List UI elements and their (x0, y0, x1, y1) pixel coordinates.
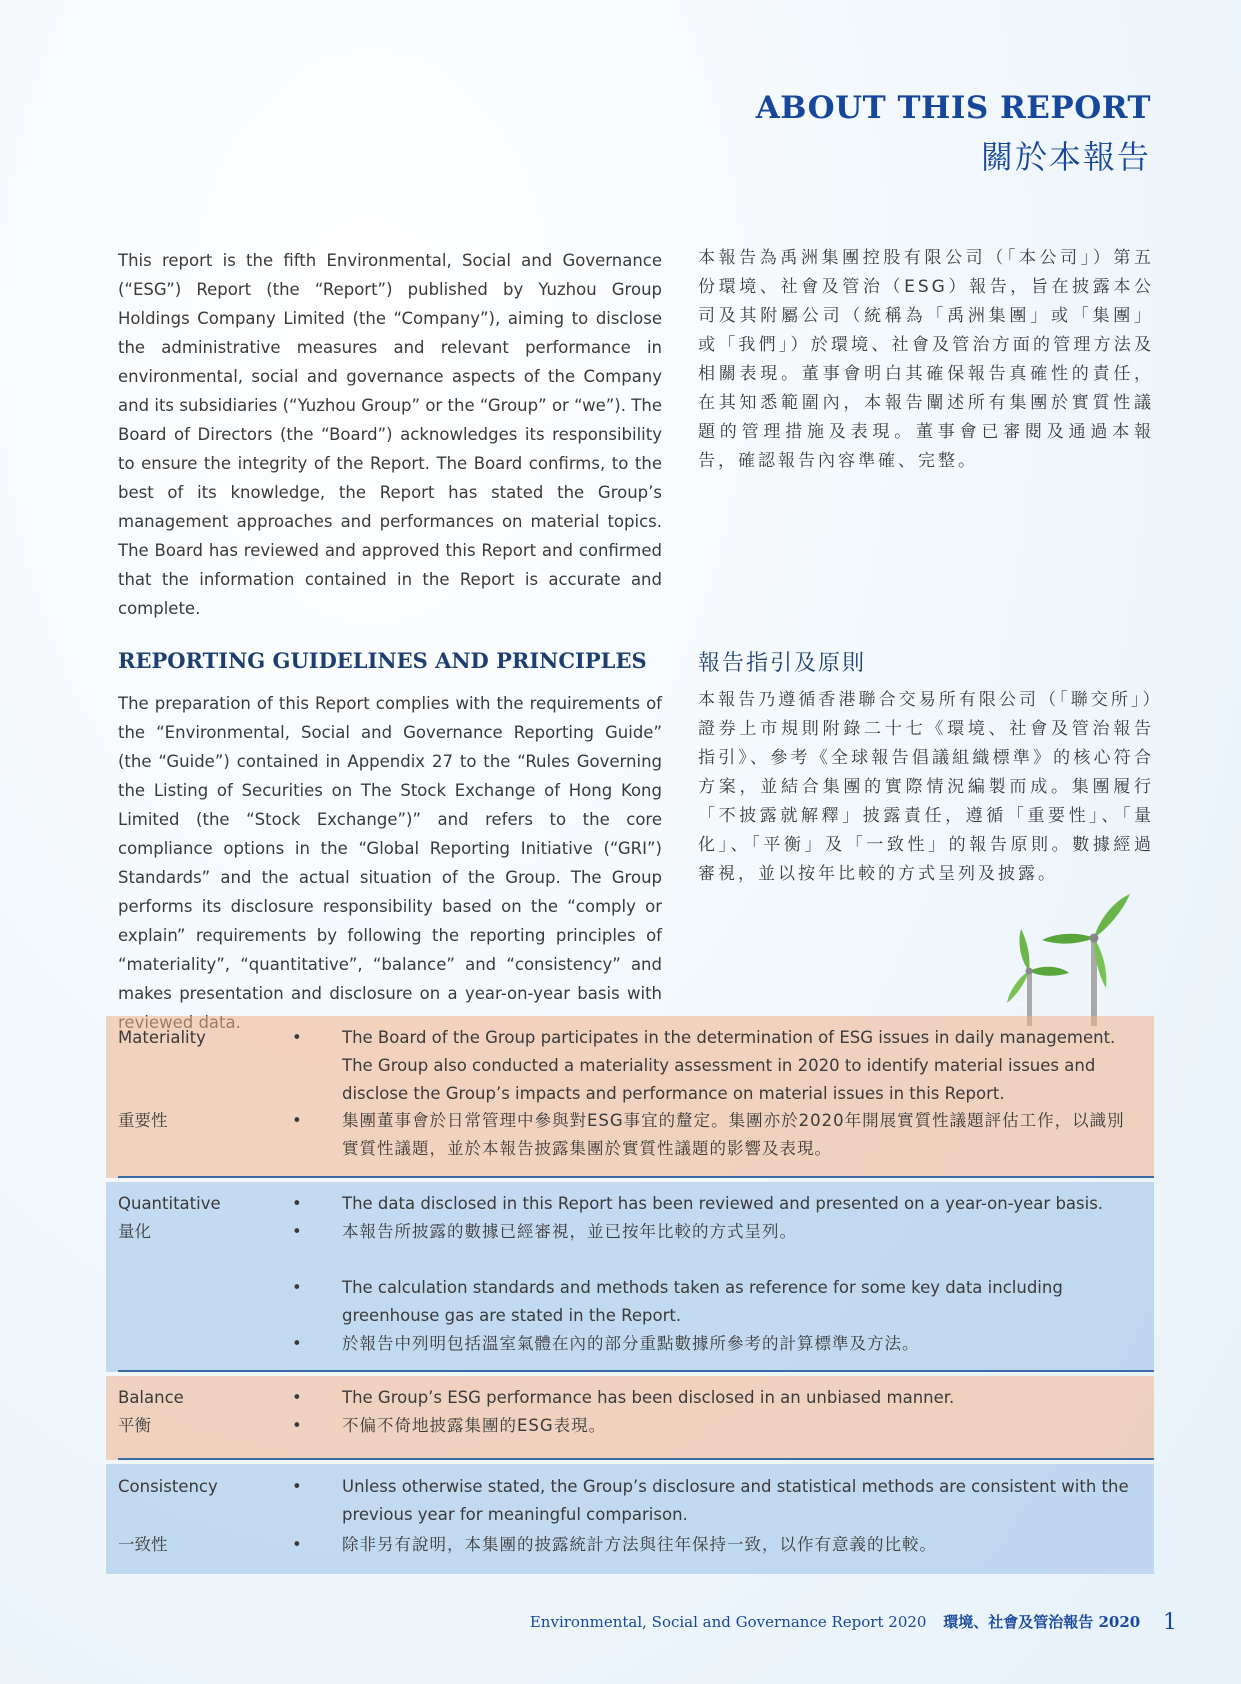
bullet: • (292, 1535, 302, 1554)
materiality-text-en: The Board of the Group participates in the determination of ESG issues in daily management. The Group also conducted a materiality assessment in 2020 to identify material issues and disclose the Group’s impacts and performance on material issues in this Report. (342, 1028, 1116, 1103)
intro-paragraph-zh: 本報告為禹洲集團控股有限公司（「本公司」）第五份環境、社會及管治（ESG）報告，旨在披露本公司及其附屬公司（統稱為「禹洲集團」或「集團」或「我們」）於環境、社會及管治方面的管理方法及相關表現。董事會明白其確保報告真確性的責任，在其知悉範圍內，本報告闡述所有集團於實質性議題的管理措施及表現。董事會已審閱及通過本報告，確認報告內容準確、完整。 (698, 248, 1154, 471)
bullet: • (292, 1028, 302, 1047)
balance-text-zh: 不偏不倚地披露集團的ESG表現。 (342, 1416, 607, 1435)
consistency-label-zh: 一致性 (118, 1535, 168, 1554)
bullet: • (292, 1477, 302, 1496)
guidelines-paragraph-zh: 本報告乃遵循香港聯合交易所有限公司（「聯交所」）證券上市規則附錄二十七《環境、社會及管治報告指引》、參考《全球報告倡議組織標準》的核心符合方案，並結合集團的實際情況編製而成。集團履行「不披露就解釋」披露責任，遵循「重要性」、「量化」、「平衡」及「一致性」的報告原則。數據經過審視，並以按年比較的方式呈列及披露。 (698, 690, 1154, 884)
bullet: • (292, 1111, 302, 1130)
guidelines-heading-zh: 報告指引及原則 (698, 651, 867, 676)
divider (118, 1176, 1154, 1178)
materiality-label-en: Materiality (118, 1028, 206, 1047)
divider (118, 1370, 1154, 1372)
guidelines-paragraph-en: The preparation of this Report complies with the requirements of the “Environmental, Social and Governance Reporting Guide” (the “Guide”) contained in Appendix 27 to the “Rules Governing the Listing of Securities on The Stock Exchange of Hong Kong Limited (the “Stock Exchange”)” and refers to the core compliance options in the “Global Reporting Initiative (“GRI”) Standards” and the actual situation of the Group. The Group performs its disclosure responsibility based on the “comply or explain” requirements by following the reporting principles of “materiality”, “quantitative”, “balance” and “consistency” and makes presentation and disclosure on a year-on-year basis with (118, 694, 662, 1003)
page-title-en: ABOUT THIS REPORT (755, 90, 1151, 126)
bullet: • (292, 1222, 302, 1241)
divider (118, 1458, 1154, 1460)
bullet: • (292, 1278, 302, 1297)
guidelines-heading-en: REPORTING GUIDELINES AND PRINCIPLES (118, 648, 647, 673)
consistency-text-en: Unless otherwise stated, the Group’s disclosure and statistical methods are consistent with the previous year for meaningful comparison. (342, 1477, 1129, 1524)
consistency-text-zh: 除非另有說明，本集團的披露統計方法與往年保持一致，以作有意義的比較。 (342, 1535, 937, 1554)
quantitative-text-en-2: The calculation standards and methods taken as reference for some key data including greenhouse gas are stated in the Report. (342, 1278, 1063, 1325)
page-title-block (756, 90, 1151, 178)
consistency-label-en: Consistency (118, 1477, 218, 1496)
balance-label-en: Balance (118, 1388, 184, 1407)
materiality-text-zh: 集團董事會於日常管理中參與對ESG事宜的釐定。集團亦於2020年開展實質性議題評估工作，以識別實質性議題，並於本報告披露集團於實質性議題的影響及表現。 (342, 1111, 1125, 1158)
page-number: 1 (1163, 1610, 1177, 1635)
materiality-label-zh: 重要性 (118, 1111, 168, 1130)
footer-text-zh: 環境、社會及管治報告 2020 (943, 1613, 1141, 1631)
bullet: • (292, 1416, 302, 1435)
bullet: • (292, 1388, 302, 1407)
bullet: • (292, 1194, 302, 1213)
quantitative-label-zh: 量化 (118, 1222, 151, 1241)
quantitative-text-en-1: The data disclosed in this Report has been reviewed and presented on a year-on-year basis. (342, 1194, 1104, 1213)
intro-paragraph-en: This report is the fifth Environmental, Social and Governance (“ESG”) Report (the “Report”) published by Yuzhou Group Holdings Company Limited (the “Company”), aiming to disclose the administrative measures and relevant performance in environmental, social and governance aspects of the Company and its subsidiaries (“Yuzhou Group” or the “Group” or “we”). The Board of Directors (the “Board”) acknowledges its responsibility to ensure the integrity of the Report. The Board confirms, to the best of its knowledge, the Report has stated the Group’s management approaches and performances on material topics. The Board has reviewed and approved this Report and confirmed that the information contained in the Report is accurate and complete. (118, 251, 662, 618)
footer-text-en: Environmental, Social and Governance Report 2020 (529, 1613, 927, 1631)
quantitative-label-en: Quantitative (118, 1194, 221, 1213)
page-footer (530, 1608, 1177, 1633)
bullet: • (292, 1334, 302, 1353)
page-title-zh: 關於本報告 (980, 138, 1151, 176)
quantitative-text-zh-1: 本報告所披露的數據已經審視，並已按年比較的方式呈列。 (342, 1222, 797, 1241)
balance-text-en: The Group’s ESG performance has been disclosed in an unbiased manner. (342, 1388, 955, 1407)
wind-turbines-icon (1000, 876, 1150, 1026)
balance-label-zh: 平衡 (118, 1416, 151, 1435)
quantitative-text-zh-2: 於報告中列明包括溫室氣體在內的部分重點數據所參考的計算標準及方法。 (342, 1334, 920, 1353)
